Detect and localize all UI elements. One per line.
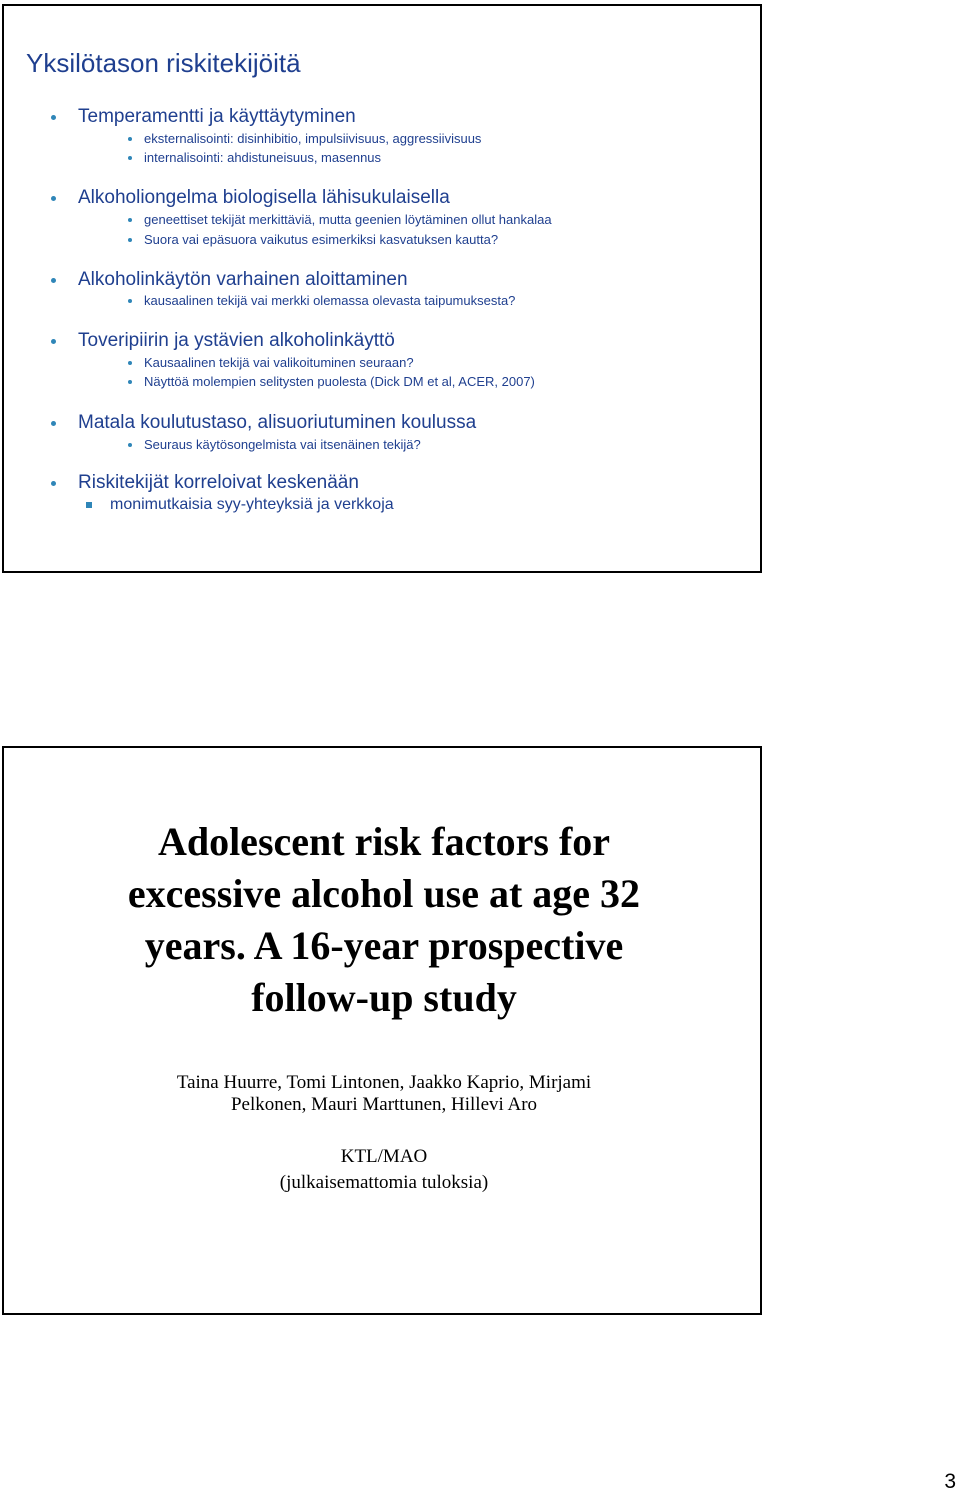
sub-bullet xyxy=(144,355,414,370)
author-line: Taina Huurre, Tomi Lintonen, Jaakko Kaprio, Mirjami xyxy=(176,1072,592,1093)
bullet-heading xyxy=(78,412,476,434)
bullet-heading xyxy=(78,472,359,494)
bullet-list xyxy=(4,6,760,571)
sub-bullet-dot-icon xyxy=(128,156,132,160)
sub-bullet-dot-icon xyxy=(128,361,132,365)
bullet-heading xyxy=(78,187,450,209)
sub-bullet-text: Kausaalinen tekijä vai valikoituminen seuraan? xyxy=(144,355,414,370)
bullet-heading-text: Alkoholiongelma biologisella lähisukulaisella xyxy=(78,187,450,208)
bullet-heading xyxy=(78,106,356,128)
square-bullet-icon xyxy=(86,502,92,508)
study-title-line: years. A 16-year prospective xyxy=(144,923,624,968)
sub-bullet-text: kausaalinen tekijä vai merkki olemassa olevasta taipumuksesta? xyxy=(144,293,516,308)
sub-bullet-text: eksternalisointi: disinhibitio, impulsiivisuus, aggressiivisuus xyxy=(144,131,482,146)
sub-bullet-dot-icon xyxy=(128,218,132,222)
sub-bullet-dot-icon xyxy=(128,137,132,141)
author-line: Pelkonen, Mauri Marttunen, Hillevi Aro xyxy=(230,1094,538,1115)
sub-bullet-dot-icon xyxy=(128,238,132,242)
bullet-dot-icon xyxy=(51,115,56,120)
slide-2 xyxy=(2,746,762,1315)
bullet-dot-icon xyxy=(51,421,56,426)
bullet-heading-text: Toveripiirin ja ystävien alkoholinkäyttö xyxy=(78,330,395,351)
sub-bullet-text: Näyttöä molempien selitysten puolesta (Dick DM et al, ACER, 2007) xyxy=(144,374,535,389)
slide-1 xyxy=(2,4,762,573)
sub-bullet xyxy=(144,150,381,165)
sub-bullet-dot-icon xyxy=(128,380,132,384)
sub-bullet xyxy=(144,232,498,247)
page-number: 3 xyxy=(944,1470,956,1493)
bullet-dot-icon xyxy=(51,196,56,201)
affiliation-line: (julkaisemattomia tuloksia) xyxy=(279,1172,489,1193)
study-title xyxy=(4,816,764,1024)
bullet-dot-icon xyxy=(51,278,56,283)
slide-title: Yksilötason riskitekijöitä xyxy=(26,48,301,78)
sub-bullet-text: monimutkaisia syy-yhteyksiä ja verkkoja xyxy=(110,496,394,513)
sub-bullet-dot-icon xyxy=(128,443,132,447)
sub-bullet xyxy=(144,212,552,227)
sub-bullet-text: geneettiset tekijät merkittäviä, mutta geenien löytäminen ollut hankalaa xyxy=(144,212,552,227)
bullet-heading-text: Temperamentti ja käyttäytyminen xyxy=(78,106,356,127)
sub-bullet-text: Suora vai epäsuora vaikutus esimerkiksi kasvatuksen kautta? xyxy=(144,232,499,247)
sub-bullet xyxy=(144,131,481,146)
bullet-heading-text: Riskitekijät korreloivat keskenään xyxy=(78,472,359,493)
sub-bullet xyxy=(144,293,515,308)
bullet-heading-text: Alkoholinkäytön varhainen aloittaminen xyxy=(78,269,408,290)
affiliation xyxy=(4,1144,764,1196)
bullet-heading-text: Matala koulutustaso, alisuoriutuminen koulussa xyxy=(78,412,477,433)
bullet-heading xyxy=(78,269,408,291)
study-title-line: excessive alcohol use at age 32 xyxy=(127,871,641,916)
author-list xyxy=(4,1072,764,1116)
sub-bullet-dot-icon xyxy=(128,299,132,303)
sub-bullet-text: internalisointi: ahdistuneisuus, masennus xyxy=(144,150,382,165)
sub-bullet-text: Seuraus käytösongelmista vai itsenäinen tekijä? xyxy=(144,437,421,452)
bullet-heading xyxy=(78,330,395,352)
sub-bullet xyxy=(144,374,535,389)
bullet-dot-icon xyxy=(51,339,56,344)
sub-bullet xyxy=(144,437,421,452)
study-title-line: Adolescent risk factors for xyxy=(157,819,611,864)
sub-bullet xyxy=(110,496,394,514)
study-title-line: follow-up study xyxy=(251,975,517,1020)
affiliation-line: KTL/MAO xyxy=(340,1146,428,1167)
bullet-dot-icon xyxy=(51,481,56,486)
